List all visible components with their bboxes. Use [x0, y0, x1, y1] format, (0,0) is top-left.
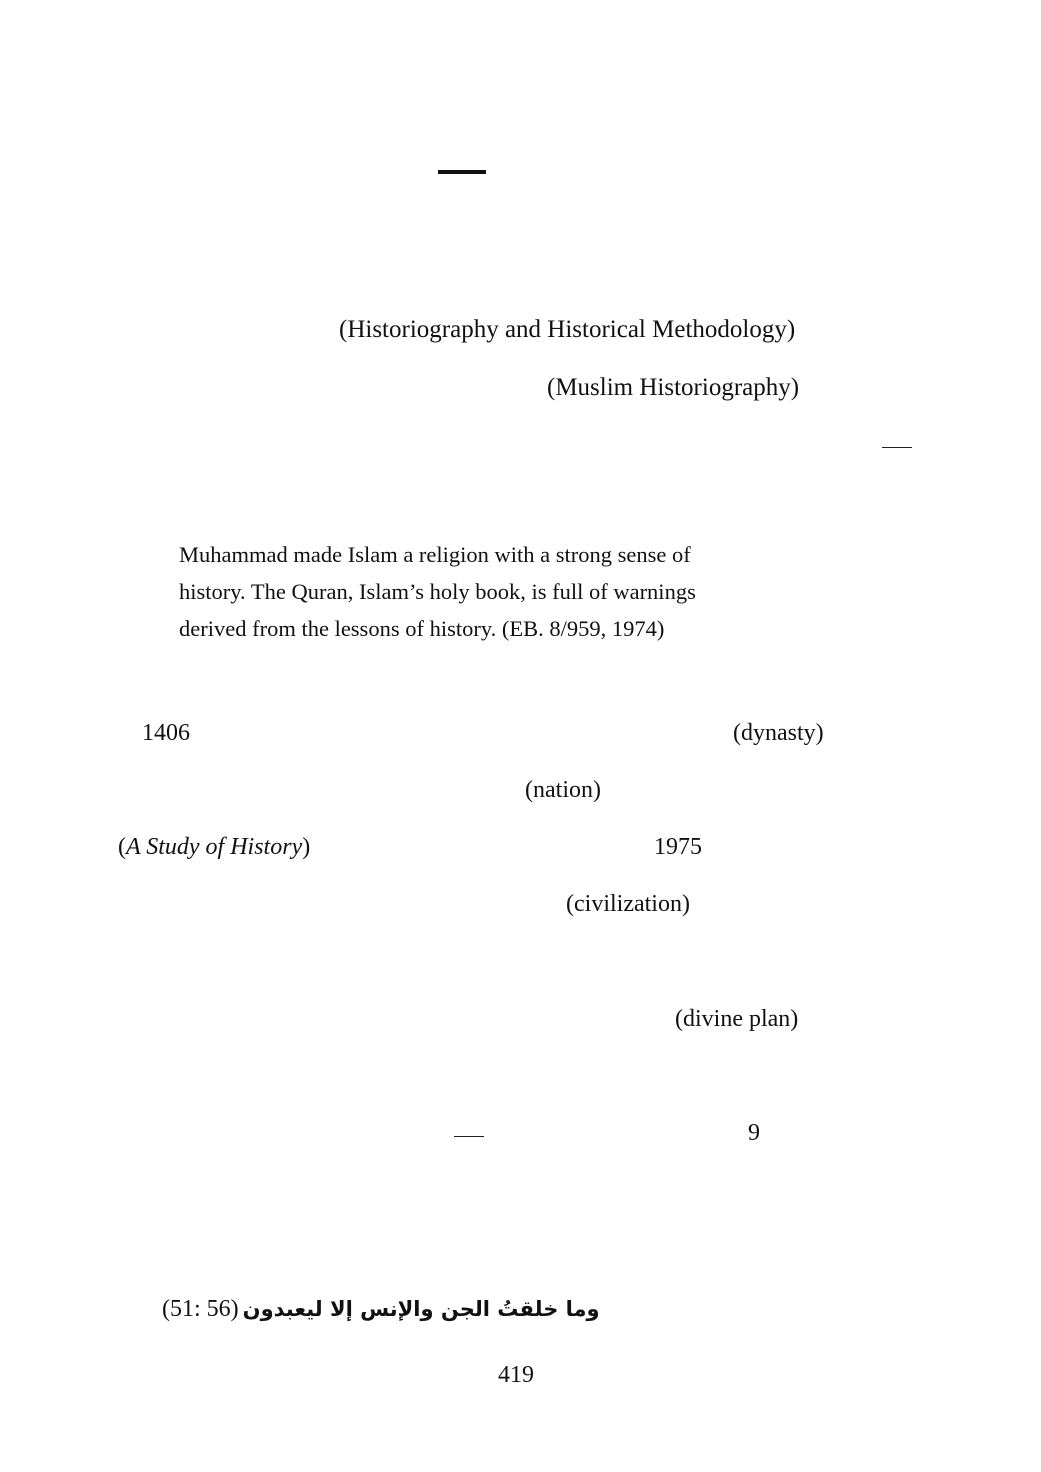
quote-line-3: derived from the lessons of history. (EB. 8/959, 1974) — [179, 616, 665, 641]
book-title-a-study-of-history: A Study of History — [126, 834, 303, 860]
book-paren-close: ) — [302, 834, 311, 860]
year-1975: 1975 — [654, 834, 702, 860]
number-9: 9 — [748, 1120, 760, 1146]
verse-citation: (51: 56) — [162, 1296, 239, 1322]
term-civilization: (civilization) — [566, 891, 690, 917]
quran-verse — [162, 1296, 600, 1323]
quote-line-1: Muhammad made Islam a religion with a strong sense of — [179, 542, 691, 567]
quote-line-2: history. The Quran, Islam’s holy book, is full of warnings — [179, 579, 696, 604]
term-dynasty: (dynasty) — [733, 720, 824, 746]
block-quote — [179, 536, 829, 647]
heading-muslim-historiography: (Muslim Historiography) — [547, 374, 800, 401]
term-nation: (nation) — [525, 777, 601, 803]
term-divine-plan: (divine plan) — [675, 1006, 799, 1032]
top-title-rule — [438, 170, 486, 174]
page-number: 419 — [498, 1362, 534, 1388]
heading-historiography-methodology: (Historiography and Historical Methodology) — [339, 316, 796, 343]
verse-arabic-text: وما خلقتُ الجن والإنس إلا ليعبدون — [242, 1297, 600, 1321]
book-reference — [118, 834, 310, 861]
dash-separator-middle — [454, 1136, 484, 1137]
book-paren-open: ( — [118, 834, 126, 860]
dash-separator-right — [882, 447, 912, 448]
year-1406: 1406 — [142, 720, 190, 746]
